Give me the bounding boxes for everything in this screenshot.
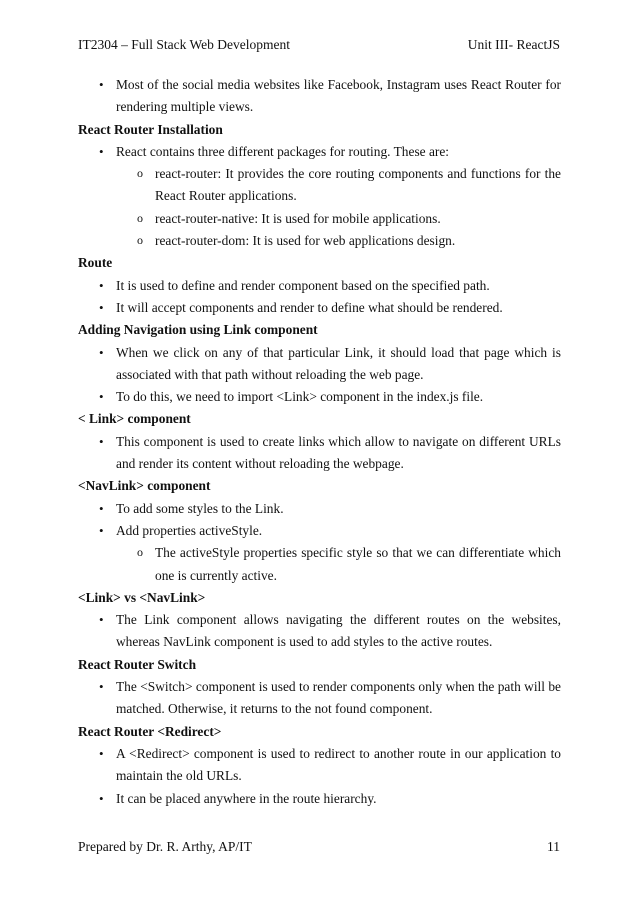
author-credit: Prepared by Dr. R. Arthy, AP/IT <box>78 839 252 854</box>
section-heading: < Link> component <box>78 411 191 427</box>
section-link-vs-navlink <box>78 587 561 654</box>
section-heading: Route <box>78 255 113 271</box>
section-list <box>78 609 561 654</box>
page-footer <box>78 839 560 857</box>
list-item: • It is used to define and render component based on the specified path. <box>78 275 561 297</box>
section-route <box>78 252 561 319</box>
section-list <box>78 676 561 721</box>
section-list <box>78 431 561 476</box>
list-item: • To do this, we need to import <Link> component in the index.js file. <box>78 386 561 408</box>
section-heading: React Router <Redirect> <box>78 723 222 739</box>
sub-list-item: o The activeStyle properties specific style so that we can differentiate which one is currently active. <box>78 542 561 587</box>
section-list <box>78 275 561 320</box>
list-item: • When we click on any of that particular Link, it should load that page which is associated with that path without reloading the web page. <box>78 342 561 387</box>
list-item: • Add properties activeStyle. <box>78 520 561 542</box>
section-list <box>78 743 561 810</box>
section-redirect <box>78 721 561 810</box>
list-item: • React contains three different packages for routing. These are: <box>78 141 561 163</box>
list-item: • Most of the social media websites like Facebook, Instagram uses React Router for rendering multiple views. <box>78 74 561 119</box>
section-list <box>78 498 561 587</box>
list-item: • It can be placed anywhere in the route hierarchy. <box>78 788 561 810</box>
list-item: • A <Redirect> component is used to redirect to another route in our application to maintain the old URLs. <box>78 743 561 788</box>
list-item: • It will accept components and render to define what should be rendered. <box>78 297 561 319</box>
section-list <box>78 141 561 252</box>
section-switch <box>78 654 561 721</box>
sub-list-item: o react-router-dom: It is used for web applications design. <box>78 230 561 252</box>
unit-title: Unit III- ReactJS <box>467 37 560 52</box>
list-item: • This component is used to create links which allow to navigate on different URLs and render its content without reloading the webpage. <box>78 431 561 476</box>
sub-list-item: o react-router-native: It is used for mobile applications. <box>78 208 561 230</box>
section-installation <box>78 119 561 253</box>
page-header <box>78 37 560 55</box>
list-item: • The <Switch> component is used to render components only when the path will be matched. Otherwise, it returns to the not found component. <box>78 676 561 721</box>
section-list <box>78 342 561 409</box>
section-heading: <NavLink> component <box>78 478 211 494</box>
intro-list <box>78 74 561 119</box>
list-item: • The Link component allows navigating the different routes on the websites, whereas NavLink component is used to add styles to the active routes. <box>78 609 561 654</box>
section-heading: React Router Installation <box>78 121 223 137</box>
sub-list-item: o react-router: It provides the core routing components and functions for the React Router applications. <box>78 163 561 208</box>
section-heading: <Link> vs <NavLink> <box>78 589 206 605</box>
list-item: • To add some styles to the Link. <box>78 498 561 520</box>
section-navlink <box>78 475 561 586</box>
section-heading: React Router Switch <box>78 656 197 672</box>
course-title: IT2304 – Full Stack Web Development <box>78 37 291 52</box>
page-number: 11 <box>547 839 560 854</box>
section-navigation <box>78 319 561 408</box>
section-heading: Adding Navigation using Link component <box>78 322 318 338</box>
section-link <box>78 408 561 475</box>
page-content <box>78 74 561 810</box>
